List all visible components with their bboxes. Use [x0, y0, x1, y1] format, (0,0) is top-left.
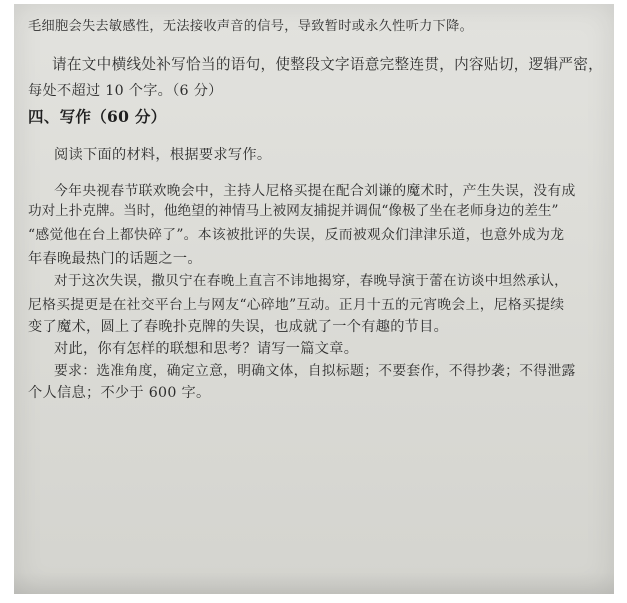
prompt-instruction: 阅读下面的材料，根据要求写作。 — [54, 147, 272, 163]
requirements-line-1: 要求：选准角度，确定立意，明确文体，自拟标题；不要套作，不得抄袭；不得泄露 — [54, 363, 576, 379]
material-line-3: “感觉他在台上都快碎了”。本该被批评的失误，反而被观众们津津乐道，也意外成为龙 — [28, 227, 565, 243]
material-line-4: 年春晚最热门的话题之一。 — [28, 251, 202, 267]
material-line-6: 尼格买提更是在社交平台上与网友“心碎地”互动。正月十五的元宵晚会上，尼格买提续 — [28, 297, 565, 313]
text-line-2: 请在文中横线处补写恰当的语句，使整段文字语意完整连贯，内容贴切，逻辑严密， — [52, 56, 604, 73]
text-line-1: 毛细胞会失去敏感性，无法接收声音的信号，导致暂时或永久性听力下降。 — [28, 19, 474, 34]
exam-paper-page — [14, 4, 614, 594]
text-line-3: 每处不超过 10 个字。（6 分） — [28, 83, 223, 99]
material-line-1: 今年央视春节联欢晚会中，主持人尼格买提在配合刘谦的魔术时，产生失误，没有成 — [54, 183, 576, 199]
material-line-2: 功对上扑克牌。当时，他绝望的神情马上被网友捕捉并调侃“像极了坐在老师身边的差生” — [28, 203, 559, 219]
task-question: 对此，你有怎样的联想和思考？请写一篇文章。 — [54, 341, 359, 357]
material-line-7: 变了魔术，圆上了春晚扑克牌的失误，也成就了一个有趣的节目。 — [28, 319, 449, 335]
material-line-5: 对于这次失误，撒贝宁在春晚上直言不讳地揭穿，春晚导演于蕾在访谈中坦然承认， — [54, 273, 569, 289]
requirements-line-2: 个人信息；不少于 600 字。 — [28, 385, 211, 401]
page-edge-shadow — [14, 572, 614, 594]
section-heading-writing: 四、写作（60 分） — [28, 107, 167, 126]
